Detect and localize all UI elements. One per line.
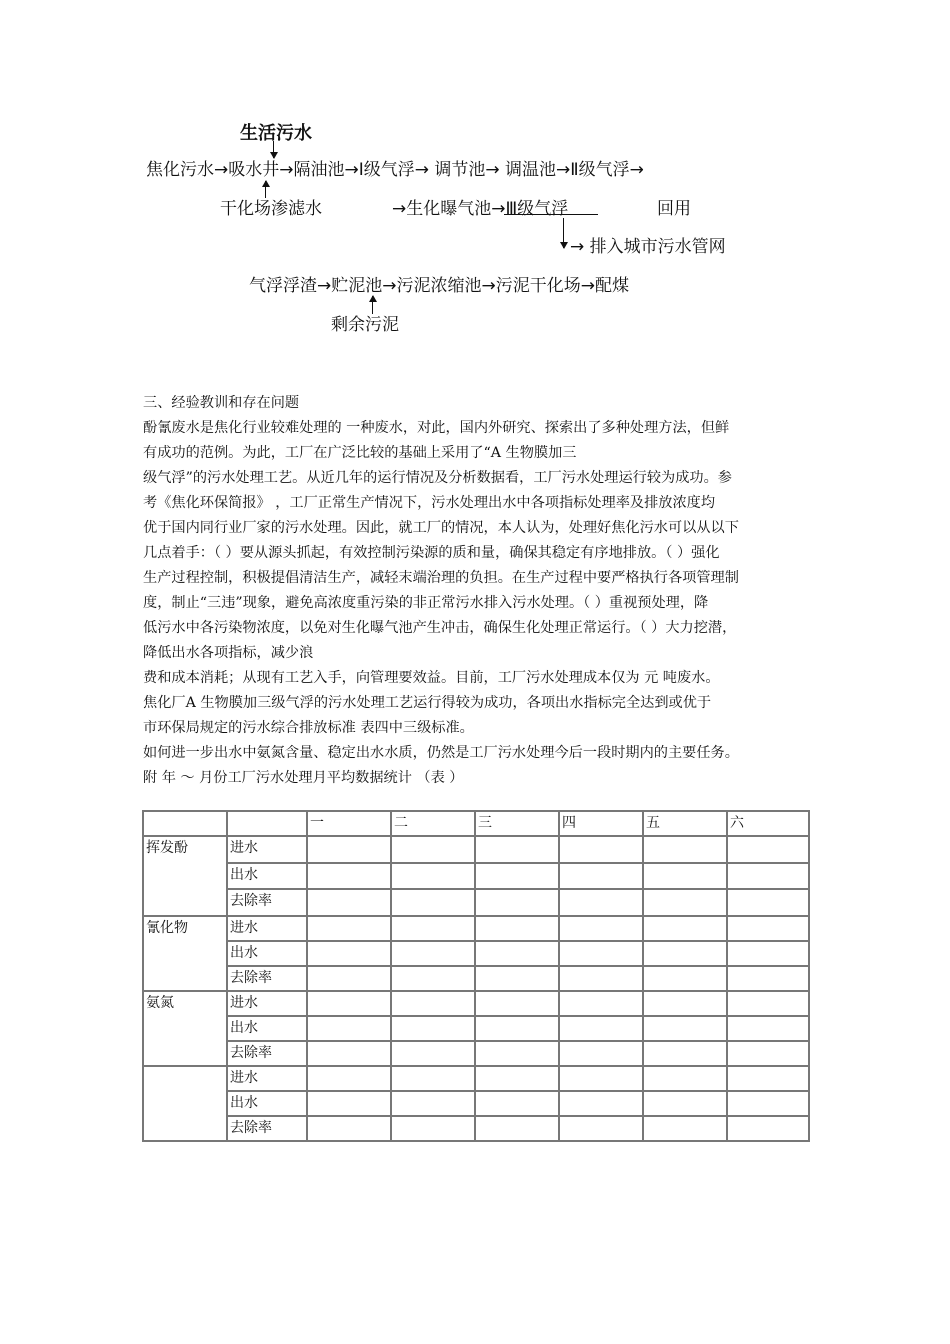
table-row [143, 1116, 809, 1141]
table-cell [727, 941, 809, 966]
table-row [143, 941, 809, 966]
table-cell [559, 941, 643, 966]
table-cell [643, 966, 727, 991]
table-row [143, 1091, 809, 1116]
row-label: 去除率 [227, 1041, 307, 1066]
table-cell [307, 1066, 391, 1091]
monthly-stats-table [142, 810, 810, 1142]
table-cell [727, 991, 809, 1016]
table-row [143, 991, 809, 1016]
table-cell [391, 863, 475, 890]
table-cell [475, 1066, 559, 1091]
table-cell [643, 991, 727, 1016]
row-label: 出水 [227, 1016, 307, 1041]
table-cell [727, 1041, 809, 1066]
month-header: 四 [559, 811, 643, 836]
table-cell [391, 1016, 475, 1041]
flow-reuse: 回用 [657, 199, 691, 219]
text-line: 几点着手：（ ）要从源头抓起，有效控制污染源的质和量，确保其稳定有序地排放。（ ）强化 [143, 545, 720, 561]
table-cell [475, 991, 559, 1016]
table-cell [559, 1041, 643, 1066]
table-cell [475, 836, 559, 863]
table-cell [307, 836, 391, 863]
month-header: 五 [643, 811, 727, 836]
section-heading: 三、经验教训和存在问题 [143, 395, 300, 411]
text-line: 附 年 ～ 月份工厂污水处理月平均数据统计 （表 ） [143, 770, 464, 786]
table-cell [643, 1116, 727, 1141]
group-label [143, 1066, 227, 1141]
table-cell [475, 1116, 559, 1141]
month-header: 六 [727, 811, 809, 836]
table-cell [475, 1016, 559, 1041]
text-line: 降低出水各项指标，减少浪 [143, 645, 314, 661]
text-line: 考《焦化环保简报》 ，工厂正常生产情况下，污水处理出水中各项指标处理率及排放浓度均 [143, 495, 716, 511]
table-cell [307, 966, 391, 991]
table-cell [391, 1066, 475, 1091]
table-cell [307, 1116, 391, 1141]
table-cell [307, 889, 391, 916]
row-label: 进水 [227, 1066, 307, 1091]
table-cell [643, 941, 727, 966]
row-label: 去除率 [227, 889, 307, 916]
flow-row-3: 气浮浮渣→贮泥池→污泥浓缩池→污泥干化场→配煤 [249, 276, 629, 296]
table-cell [475, 863, 559, 890]
table-cell [643, 1041, 727, 1066]
text-line: 酚氰废水是焦化行业较难处理的 一种废水，对此，国内外研究、探索出了多种处理方法，但鲜 [143, 420, 730, 436]
table-cell [559, 916, 643, 941]
table-cell [475, 941, 559, 966]
table-cell [391, 1041, 475, 1066]
table-cell [643, 889, 727, 916]
table-cell [727, 916, 809, 941]
table-row [143, 966, 809, 991]
row-label: 出水 [227, 941, 307, 966]
table-cell [391, 966, 475, 991]
table-header-row [143, 811, 809, 836]
text-line: 有成功的范例。为此，工厂在广泛比较的基础上采用了“A 生物膜加三 [143, 445, 577, 461]
table-row [143, 1066, 809, 1091]
table-cell [559, 863, 643, 890]
table-cell [559, 1016, 643, 1041]
table-row [143, 916, 809, 941]
text-line: 焦化厂A 生物膜加三级气浮的污水处理工艺运行得较为成功，各项出水指标完全达到或优于 [143, 695, 712, 711]
text-line: 市环保局规定的污水综合排放标准 表四中三级标准。 [143, 720, 474, 736]
group-label: 挥发酚 [143, 836, 227, 916]
table-cell [727, 836, 809, 863]
table-cell [643, 1016, 727, 1041]
text-line: 级气浮”的污水处理工艺。从近几年的运行情况及分析数据看，工厂污水处理运行较为成功。参 [143, 470, 732, 486]
row-label: 进水 [227, 916, 307, 941]
table-cell [727, 889, 809, 916]
table-cell [727, 1091, 809, 1116]
strike-line [504, 214, 598, 215]
table-cell [307, 1016, 391, 1041]
table-cell [391, 836, 475, 863]
table-cell [391, 916, 475, 941]
table-row [143, 1041, 809, 1066]
text-line: 低污水中各污染物浓度，以免对生化曝气池产生冲击，确保生化处理正常运行。（ ）大力挖潜， [143, 620, 737, 636]
flow-row-2: →生化曝气池→Ⅲ级气浮 [392, 199, 569, 219]
table-cell [475, 966, 559, 991]
table-cell [643, 863, 727, 890]
text-line: 费和成本消耗；从现有工艺入手，向管理要效益。目前，工厂污水处理成本仅为 元 吨废水。 [143, 670, 720, 686]
table-cell [559, 889, 643, 916]
row-label: 去除率 [227, 966, 307, 991]
arrow-down-icon [563, 218, 564, 248]
table-cell [391, 1116, 475, 1141]
table-cell [643, 1066, 727, 1091]
group-label: 氨氮 [143, 991, 227, 1066]
month-header: 三 [475, 811, 559, 836]
text-line: 如何进一步出水中氨氮含量、稳定出水水质，仍然是工厂污水处理今后一段时期内的主要任务。 [143, 745, 739, 761]
arrow-down-icon [273, 141, 274, 158]
table-cell [307, 916, 391, 941]
table-cell [727, 966, 809, 991]
table-cell [727, 1066, 809, 1091]
table-cell [475, 1091, 559, 1116]
table-cell [727, 1116, 809, 1141]
table-cell [307, 991, 391, 1016]
row-label: 出水 [227, 1091, 307, 1116]
table-cell [727, 863, 809, 890]
table-cell [475, 916, 559, 941]
flow-landfill-leachate: 干化场渗滤水 [220, 199, 322, 219]
table-cell [391, 889, 475, 916]
row-label: 去除率 [227, 1116, 307, 1141]
month-header: 二 [391, 811, 475, 836]
text-line: 优于国内同行业厂家的污水处理。因此，就工厂的情况，本人认为，处理好焦化污水可以从以下 [143, 520, 739, 536]
group-label: 氰化物 [143, 916, 227, 991]
table-cell [559, 966, 643, 991]
table-cell [559, 991, 643, 1016]
table-cell [559, 1066, 643, 1091]
table-row [143, 889, 809, 916]
table-cell [143, 811, 227, 836]
table-cell [475, 889, 559, 916]
arrow-up-icon [265, 181, 266, 198]
flow-domestic-sewage: 生活污水 [240, 123, 312, 144]
flow-discharge: → 排入城市污水管网 [570, 237, 726, 257]
table-row [143, 863, 809, 890]
table-cell [643, 836, 727, 863]
table-cell [559, 1091, 643, 1116]
text-line: 度，制止“三违”现象，避免高浓度重污染的非正常污水排入污水处理。（ ）重视预处理，降 [143, 595, 709, 611]
table-cell [643, 1091, 727, 1116]
flow-row-1: 焦化污水→吸水井→隔油池→Ⅰ级气浮→ 调节池→ 调温池→Ⅱ级气浮→ [146, 160, 644, 180]
table-cell [559, 1116, 643, 1141]
flow-excess-sludge: 剩余污泥 [331, 315, 399, 335]
row-label: 进水 [227, 991, 307, 1016]
table-row [143, 1016, 809, 1041]
table-cell [307, 863, 391, 890]
table-cell [391, 991, 475, 1016]
table-cell [727, 1016, 809, 1041]
table-cell [227, 811, 307, 836]
table-cell [307, 941, 391, 966]
table-cell [307, 1091, 391, 1116]
table-cell [643, 916, 727, 941]
row-label: 进水 [227, 836, 307, 863]
month-header: 一 [307, 811, 391, 836]
table-cell [391, 1091, 475, 1116]
table-cell [475, 1041, 559, 1066]
arrow-up-icon [372, 296, 373, 314]
table-cell [391, 941, 475, 966]
row-label: 出水 [227, 863, 307, 890]
table-cell [559, 836, 643, 863]
table-row [143, 836, 809, 863]
table-cell [307, 1041, 391, 1066]
text-line: 生产过程控制，积极提倡清洁生产，减轻末端治理的负担。在生产过程中要严格执行各项管理制 [143, 570, 739, 586]
